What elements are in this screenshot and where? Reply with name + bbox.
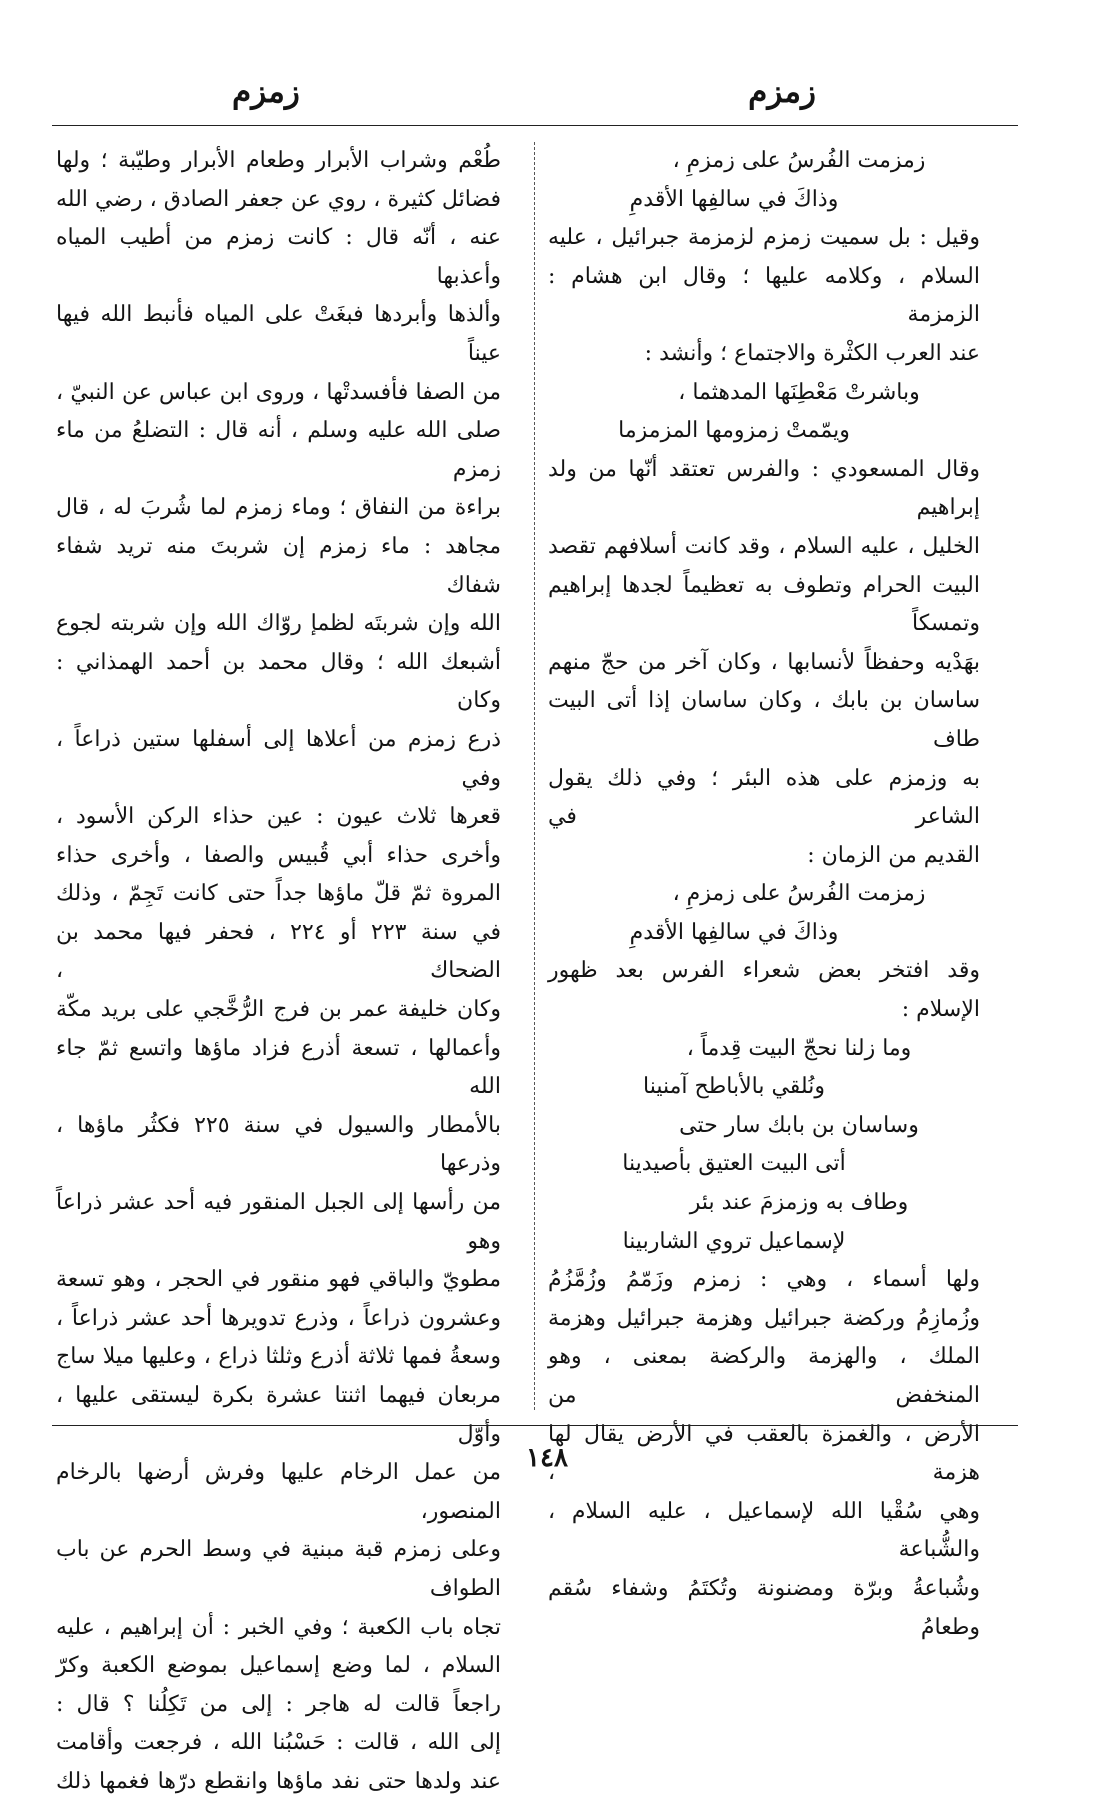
column-separator	[534, 142, 535, 1410]
text-line: المروة ثمّ قلّ ماؤها جداً حتى كانت تَجِمّ ، وذلك	[56, 881, 501, 907]
verse-line: زمزمت الفُرسُ على زمزمِ ،	[672, 881, 926, 907]
text-line: براءة من النفاق ؛ وماء زمزم لما شُربَ له ، قال	[56, 495, 501, 521]
verse-line: وطاف به وزمزمَ عند بئر	[689, 1190, 909, 1216]
text-line: ساسان بن بابك ، وكان ساسان إذا أتى البيت طاف	[548, 688, 980, 752]
text-line: السلام ، لما وضع إسماعيل بموضع الكعبة وكرّ	[56, 1653, 501, 1679]
running-header-left: زمزم	[232, 74, 300, 110]
text-line: الخليل ، عليه السلام ، وقد كانت أسلافهم تقصد	[548, 533, 980, 559]
text-line: صلى الله عليه وسلم ، أنه قال : التضلعُ من ماء زمزم	[56, 418, 501, 482]
paragraph	[548, 952, 980, 1029]
text-line: طُعْم وشراب الأبرار وطعام الأبرار وطيّبة ؛ ولها	[56, 148, 501, 173]
verse-line: وذاكَ في سالفِها الأقدمِ	[629, 186, 839, 212]
verse-line: وما زلنا نحجّ البيت قِدماً ،	[686, 1035, 912, 1061]
text-line: فضائل كثيرة ، روي عن جعفر الصادق ، رضي الله	[56, 186, 501, 212]
paragraph	[548, 451, 980, 876]
text-line: السلام ، وكلامه عليها ؛ وقال ابن هشام : الزمزمة	[548, 263, 980, 328]
text-line: وسعةُ فمها ثلاثة أذرع وثلثا ذراع ، وعليها ميلا ساج	[56, 1344, 501, 1370]
text-line: وعلى زمزم قبة مبنية في وسط الحرم عن باب الطواف	[56, 1537, 501, 1601]
text-line: الله وإن شربتَه لظمإ روّاك الله وإن شربته لجوع	[56, 611, 501, 637]
text-line: قعرها ثلاث عيون : عين حذاء الركن الأسود ،	[56, 804, 501, 830]
text-line: من عمل الرخام عليها وفرش أرضها بالرخام المنصور،	[56, 1460, 501, 1524]
running-header-right: زمزم	[748, 74, 816, 110]
verse-block	[548, 374, 980, 451]
verse-line: وذاكَ في سالفِها الأقدمِ	[629, 919, 839, 945]
verse-line: وساسان بن بابك سار حتى	[679, 1112, 919, 1138]
text-line: القديم من الزمان :	[807, 842, 980, 868]
text-line: البيت الحرام وتطوف به تعظيماً لجدها إبراهيم وتمسكاً	[548, 572, 980, 637]
text-line: ولها أسماء ، وهي : زمزم وزَمّمُ وزُمَّزُمُ	[548, 1267, 980, 1293]
text-line: مربعان فيهما اثنتا عشرة بكرة ليستقى عليها ، وأوّل	[56, 1383, 501, 1447]
left-column	[56, 142, 501, 1802]
text-line: بالأمطار والسيول في سنة ٢٢٥ فكثُر ماؤها ، وذرعها	[56, 1112, 501, 1177]
text-line: عند ولدها حتى نفد ماؤها وانقطع درّها فغمها ذلك	[56, 1768, 501, 1794]
text-line: وعشرون ذراعاً ، وذرع تدويرها أحد عشر ذراعاً ،	[56, 1305, 501, 1331]
verse-line: ونُلقي بالأباطح آمنينا	[643, 1074, 825, 1100]
verse-line: زمزمت الفُرسُ على زمزمِ ،	[672, 148, 926, 173]
text-line: مطويّ والباقي فهو منقور في الحجر ، وهو تسعة	[56, 1267, 501, 1293]
text-line: بهَدْيه وحفظاً لأنسابها ، وكان آخر من حجّ منهم	[548, 649, 980, 675]
verse-block	[548, 1030, 980, 1262]
text-line: وهي سُقْيا الله لإسماعيل ، عليه السلام ، والشُّباعة	[548, 1498, 980, 1563]
text-line: وقال المسعودي : والفرس تعتقد أنّها من ولد إبراهيم	[548, 456, 980, 521]
paragraph	[548, 219, 980, 373]
verse-block	[548, 142, 980, 219]
text-line: به وزمزم على هذه البئر ؛ وفي ذلك يقول الشاعر في	[548, 765, 980, 830]
text-line: الأرض ، والغمزة بالعقب في الأرض يقال لها هزمة ،	[548, 1421, 980, 1486]
verse-line: ويمّمتْ زمزومها المزمزما	[618, 418, 850, 444]
text-line: راجعاً قالت له هاجر : إلى من تَكِلُنا ؟ قال :	[56, 1691, 501, 1717]
text-line: ذرع زمزم من أعلاها إلى أسفلها ستين ذراعاً ، وفي	[56, 726, 501, 791]
text-line: في سنة ٢٢٣ أو ٢٢٤ ، فحفر فيها محمد بن الضحاك ،	[56, 919, 501, 984]
text-line: من الصفا فأفسدتْها ، وروى ابن عباس عن النبيّ ،	[56, 379, 501, 405]
footer-rule	[52, 1425, 1018, 1426]
text-line: وقد افتخر بعض شعراء الفرس بعد ظهور الإسلام :	[548, 958, 980, 1023]
text-line: من رأسها إلى الجبل المنقور فيه أحد عشر ذراعاً وهو	[56, 1190, 501, 1254]
text-line: عنه ، أنّه قال : كانت زمزم من أطيب المياه وأعذبها	[56, 225, 501, 289]
header-rule	[52, 125, 1018, 126]
text-line: وألذها وأبردها فبغَتْ على المياه فأنبط الله فيها عيناً	[56, 302, 501, 366]
text-line: عند العرب الكثْرة والاجتماع ؛ وأنشد :	[644, 340, 980, 366]
verse-line: وباشرتْ مَعْطِنَها المدهثما ،	[678, 379, 920, 405]
text-line: وأعمالها ، تسعة أذرع فزاد ماؤها واتسع ثمّ جاء الله	[56, 1035, 501, 1100]
text-line: مجاهد : ماء زمزم إن شربتَ منه تريد شفاء شفاك	[56, 533, 501, 598]
paragraph	[56, 142, 501, 1802]
right-column	[548, 142, 980, 1647]
verse-line: أتى البيت العتيق بأصيدينا	[622, 1151, 846, 1177]
text-line: وشُباعةُ وبرّة ومضنونة وتُكتَمُ وشفاء سُقم وطعامُ	[548, 1575, 980, 1640]
verse-block	[548, 875, 980, 952]
text-line: أشبعك الله ؛ وقال محمد بن أحمد الهمذاني : وكان	[56, 649, 501, 714]
text-line: تجاه باب الكعبة ؛ وفي الخبر : أن إبراهيم ، عليه	[56, 1614, 501, 1640]
text-line: وكان خليفة عمر بن فرج الرُّخَّجي على بريد مكّة	[56, 997, 501, 1023]
text-line: الملك ، والهزمة والركضة بمعنى ، وهو المنخفض من	[548, 1344, 980, 1408]
verse-line: لإسماعيل تروي الشاربينا	[622, 1228, 846, 1254]
text-line: إلى الله ، قالت : حَسْبُنا الله ، فرجعت وأقامت	[56, 1730, 501, 1756]
text-line: وأخرى حذاء أبي قُبيس والصفا ، وأخرى حذاء	[56, 842, 501, 868]
text-line: وزُمازِمُ وركضة جبرائيل وهزمة جبرائيل وهزمة	[548, 1305, 980, 1331]
page-number: ١٤٨	[526, 1443, 568, 1473]
text-line: وقيل : بل سميت زمزم لزمزمة جبرائيل ، عليه	[548, 225, 980, 251]
